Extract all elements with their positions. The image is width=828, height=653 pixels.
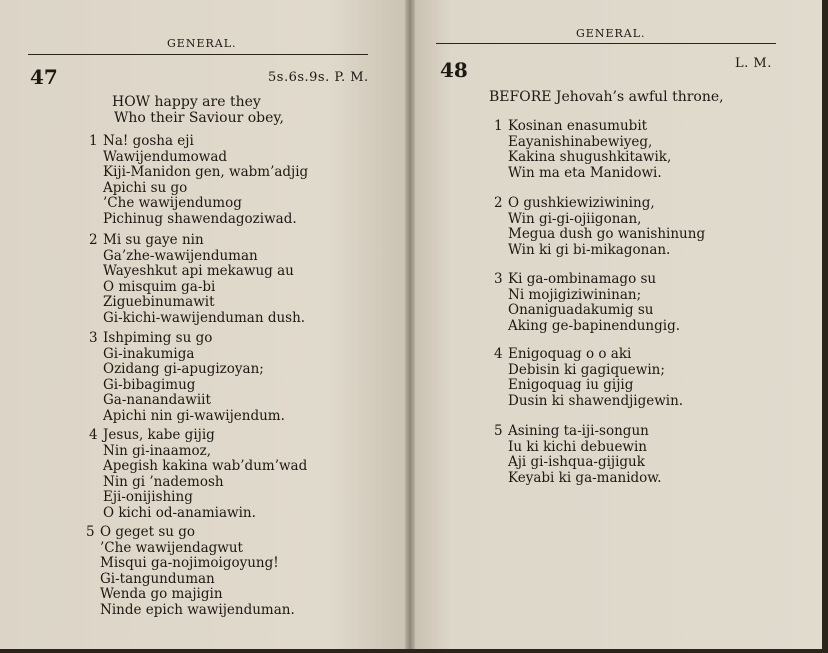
- right-verse-4: [494, 346, 684, 409]
- left-running-head: GENERAL.: [167, 37, 237, 50]
- verse-line: Na! gosha eji: [103, 133, 194, 149]
- left-verse-2: [89, 232, 306, 327]
- verse-number: 2: [494, 195, 503, 211]
- verse-line: Gi-kichi-wawijenduman dush.: [103, 309, 306, 326]
- verse-number: 3: [89, 330, 98, 346]
- verse-line: Kiji-Manidon gen, wabm’adjig: [103, 164, 309, 181]
- right-header-rule: [436, 43, 776, 44]
- verse-line: Win ma eta Manidowi.: [508, 164, 662, 181]
- verse-line: ’Che wawijendagwut: [100, 539, 243, 556]
- verse-line: Dusin ki shawendjigewin.: [508, 392, 684, 409]
- right-meter: L. M.: [735, 56, 772, 71]
- verse-line: Wawijendumowad: [103, 148, 228, 165]
- verse-number: 3: [494, 271, 503, 287]
- verse-line: Ziguebinumawit: [103, 294, 215, 311]
- verse-line: Kakina shugushkitawik,: [508, 149, 672, 166]
- verse-line: Eayanishinabewiyeg,: [508, 133, 653, 150]
- right-verse-1: [494, 118, 672, 181]
- verse-line: Aji gi-ishqua-gijiguk: [508, 454, 645, 471]
- verse-line: O kichi od-anamiawin.: [103, 504, 256, 521]
- verse-line: Enigoquag iu gijig: [508, 377, 634, 394]
- verse-number: 2: [89, 232, 98, 248]
- verse-line: Wenda go majigin: [100, 586, 223, 603]
- verse-line: Gi-bibagimug: [103, 376, 196, 393]
- left-meter: 5s.6s.9s. P. M.: [268, 70, 369, 85]
- verse-line: Aking ge-bapinendungig.: [508, 317, 681, 334]
- right-page: [410, 0, 828, 653]
- verse-line: Apichi nin gi-wawijendum.: [103, 407, 285, 424]
- verse-line: Debisin ki gagiquewin;: [508, 361, 665, 378]
- verse-line: O gushkiewiziwining,: [508, 195, 655, 211]
- intro-line: Who their Saviour obey,: [114, 110, 284, 126]
- verse-line: Mi su gaye nin: [103, 232, 204, 248]
- intro-line: HOW happy are they: [112, 94, 261, 110]
- verse-number: 5: [86, 524, 95, 540]
- left-verse-3: [89, 330, 285, 425]
- verse-number: 1: [494, 118, 503, 134]
- left-intro: [112, 94, 284, 126]
- verse-line: O misquim ga-bi: [103, 278, 216, 295]
- verse-line: Eji-onijishing: [103, 489, 193, 506]
- verse-line: Kosinan enasumubit: [508, 118, 648, 134]
- left-header-rule: [28, 54, 368, 55]
- verse-line: Apegish kakina wab’dum’wad: [103, 458, 308, 475]
- verse-line: Ni mojigiziwininan;: [508, 286, 642, 303]
- verse-line: Iu ki kichi debuewin: [508, 438, 647, 455]
- verse-line: Gi-inakumiga: [103, 345, 195, 362]
- intro-line: BEFORE Jehovah’s awful throne,: [489, 89, 724, 105]
- left-verse-5: [86, 524, 295, 619]
- right-hymn-number: 48: [440, 58, 468, 82]
- right-page-edge: [822, 0, 828, 653]
- verse-line: O geget su go: [100, 524, 196, 540]
- left-verse-1: [89, 133, 309, 228]
- verse-line: Ozidang gi-apugizoyan;: [103, 361, 264, 378]
- verse-line: Onaniguadakumig su: [508, 302, 654, 319]
- verse-line: Ki ga-ombinamago su: [508, 271, 657, 287]
- verse-number: 1: [89, 133, 98, 149]
- verse-line: Keyabi ki ga-manidow.: [508, 469, 662, 486]
- verse-number: 4: [89, 427, 98, 443]
- verse-line: Megua dush go wanishinung: [508, 226, 706, 243]
- verse-line: Win gi-gi-ojiigonan,: [508, 210, 642, 227]
- verse-line: Wayeshkut api mekawug au: [103, 263, 294, 280]
- verse-line: Jesus, kabe gijig: [103, 427, 215, 443]
- verse-number: 5: [494, 423, 503, 439]
- right-intro: [489, 89, 724, 105]
- verse-line: Nin gi-inaamoz,: [103, 442, 212, 459]
- verse-line: Apichi su go: [103, 179, 188, 196]
- verse-line: ’Che wawijendumog: [103, 195, 242, 212]
- verse-line: Nin gi ’nademosh: [103, 473, 224, 490]
- verse-line: Ishpiming su go: [103, 330, 213, 346]
- left-page: [0, 0, 410, 653]
- verse-line: Misqui ga-nojimoigoyung!: [100, 555, 279, 572]
- verse-line: Ninde epich wawijenduman.: [100, 601, 295, 618]
- verse-number: 4: [494, 346, 503, 362]
- right-verse-3: [494, 271, 681, 334]
- left-hymn-number: 47: [30, 65, 58, 89]
- bottom-page-edge: [0, 649, 828, 653]
- right-verse-2: [494, 195, 706, 258]
- book-gutter: [405, 0, 415, 653]
- verse-line: Asining ta-iji-songun: [508, 423, 649, 439]
- verse-line: Gi-tangunduman: [100, 570, 215, 587]
- verse-line: Win ki gi bi-mikagonan.: [508, 241, 671, 258]
- verse-line: Pichinug shawendagoziwad.: [103, 210, 297, 227]
- verse-line: Enigoquag o o aki: [508, 346, 632, 362]
- verse-line: Ga-nanandawiit: [103, 392, 211, 409]
- verse-line: Ga’zhe-wawijenduman: [103, 247, 258, 264]
- right-running-head: GENERAL.: [576, 27, 646, 40]
- left-verse-4: [89, 427, 308, 522]
- right-verse-5: [494, 423, 662, 486]
